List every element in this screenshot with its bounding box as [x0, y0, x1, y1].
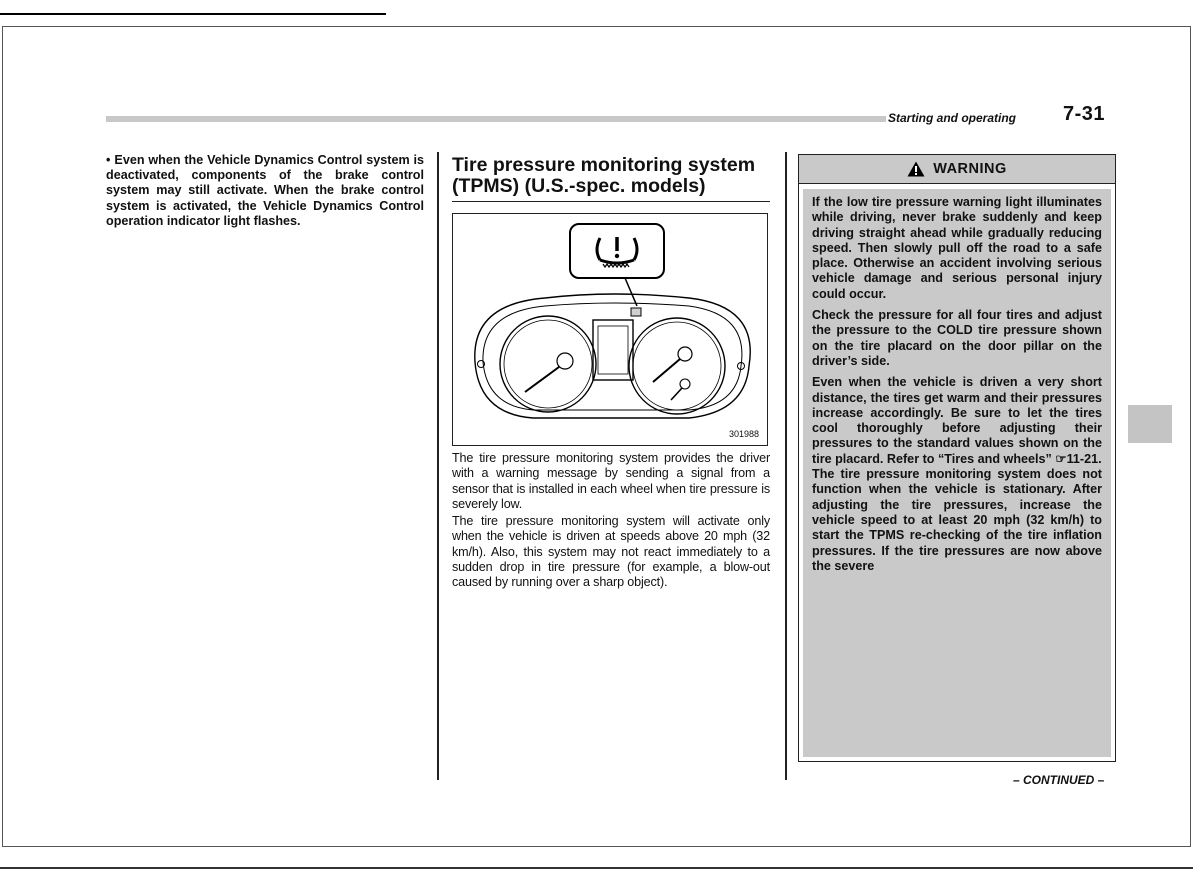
top-decorative-line — [0, 13, 386, 15]
continued-marker: – CONTINUED – — [1013, 773, 1105, 787]
vdc-note-text: Even when the Vehicle Dynamics Control system is deactivated, components of the brake control system may still activate. When the brake control system is activated, the Vehicle Dynamics Control operation indicator light flashes. — [106, 153, 424, 228]
section-title: Tire pressure monitoring system (TPMS) (U.S.-spec. models) — [452, 155, 770, 202]
warning-paragraph: Even when the vehicle is driven a very short distance, the tires get warm and their pressures increase accordingly. Be sure to let the tires cool thoroughly before adjusting their pressures to the standard values shown on the tire placard. Refer to “Tires and wheels” ☞11-21. — [812, 375, 1102, 466]
section-name: Starting and operating — [888, 111, 1017, 125]
warning-triangle-icon — [907, 161, 925, 177]
instrument-cluster-figure — [452, 213, 768, 446]
warning-label: WARNING — [933, 161, 1007, 177]
column-middle — [452, 155, 770, 591]
warning-paragraph: The tire pressure monitoring system does not function when the vehicle is stationary. After adjusting the tire pressures, increase the vehicle speed to at least 20 mph (32 km/h) to start the TPMS re-checking of the tire inflation pressures. If the tire pressures are now above the severe — [812, 467, 1102, 573]
chapter-side-tab — [1128, 405, 1172, 443]
warning-body — [803, 189, 1111, 757]
paragraph: The tire pressure monitoring system provides the driver with a warning message by sending a signal from a sensor that is installed in each wheel when tire pressure is severely low. — [452, 451, 770, 511]
bullet-mark: • — [106, 153, 111, 167]
page-number: 7-31 — [1063, 103, 1106, 125]
warning-paragraph: Check the pressure for all four tires and adjust the pressure to the COLD tire pressure shown on the tire placard on the door pillar on the driver’s side. — [812, 308, 1102, 368]
warning-header — [799, 155, 1115, 184]
column-divider-left — [437, 152, 439, 780]
figure-number: 301988 — [728, 429, 759, 439]
warning-paragraph: If the low tire pressure warning light illuminates while driving, never brake suddenly and keep driving straight ahead while gradually reducing speed. Then slowly pull off the road to a safe place. Otherwise an accident involving serious vehicle damage and serious personal injury could occur. — [812, 195, 1102, 301]
header-rule — [106, 116, 886, 122]
paragraph: The tire pressure monitoring system will activate only when the vehicle is driven at speeds above 20 mph (32 km/h). Also, this system may not react immediately to a sudden drop in tire pressure (for example, a blow-out caused by running over a sharp object). — [452, 514, 770, 590]
instrument-cluster-illustration — [453, 214, 769, 447]
warning-box — [798, 154, 1116, 762]
column-divider-right — [785, 152, 787, 780]
column-left — [106, 153, 424, 229]
bottom-decorative-line — [0, 867, 1193, 869]
